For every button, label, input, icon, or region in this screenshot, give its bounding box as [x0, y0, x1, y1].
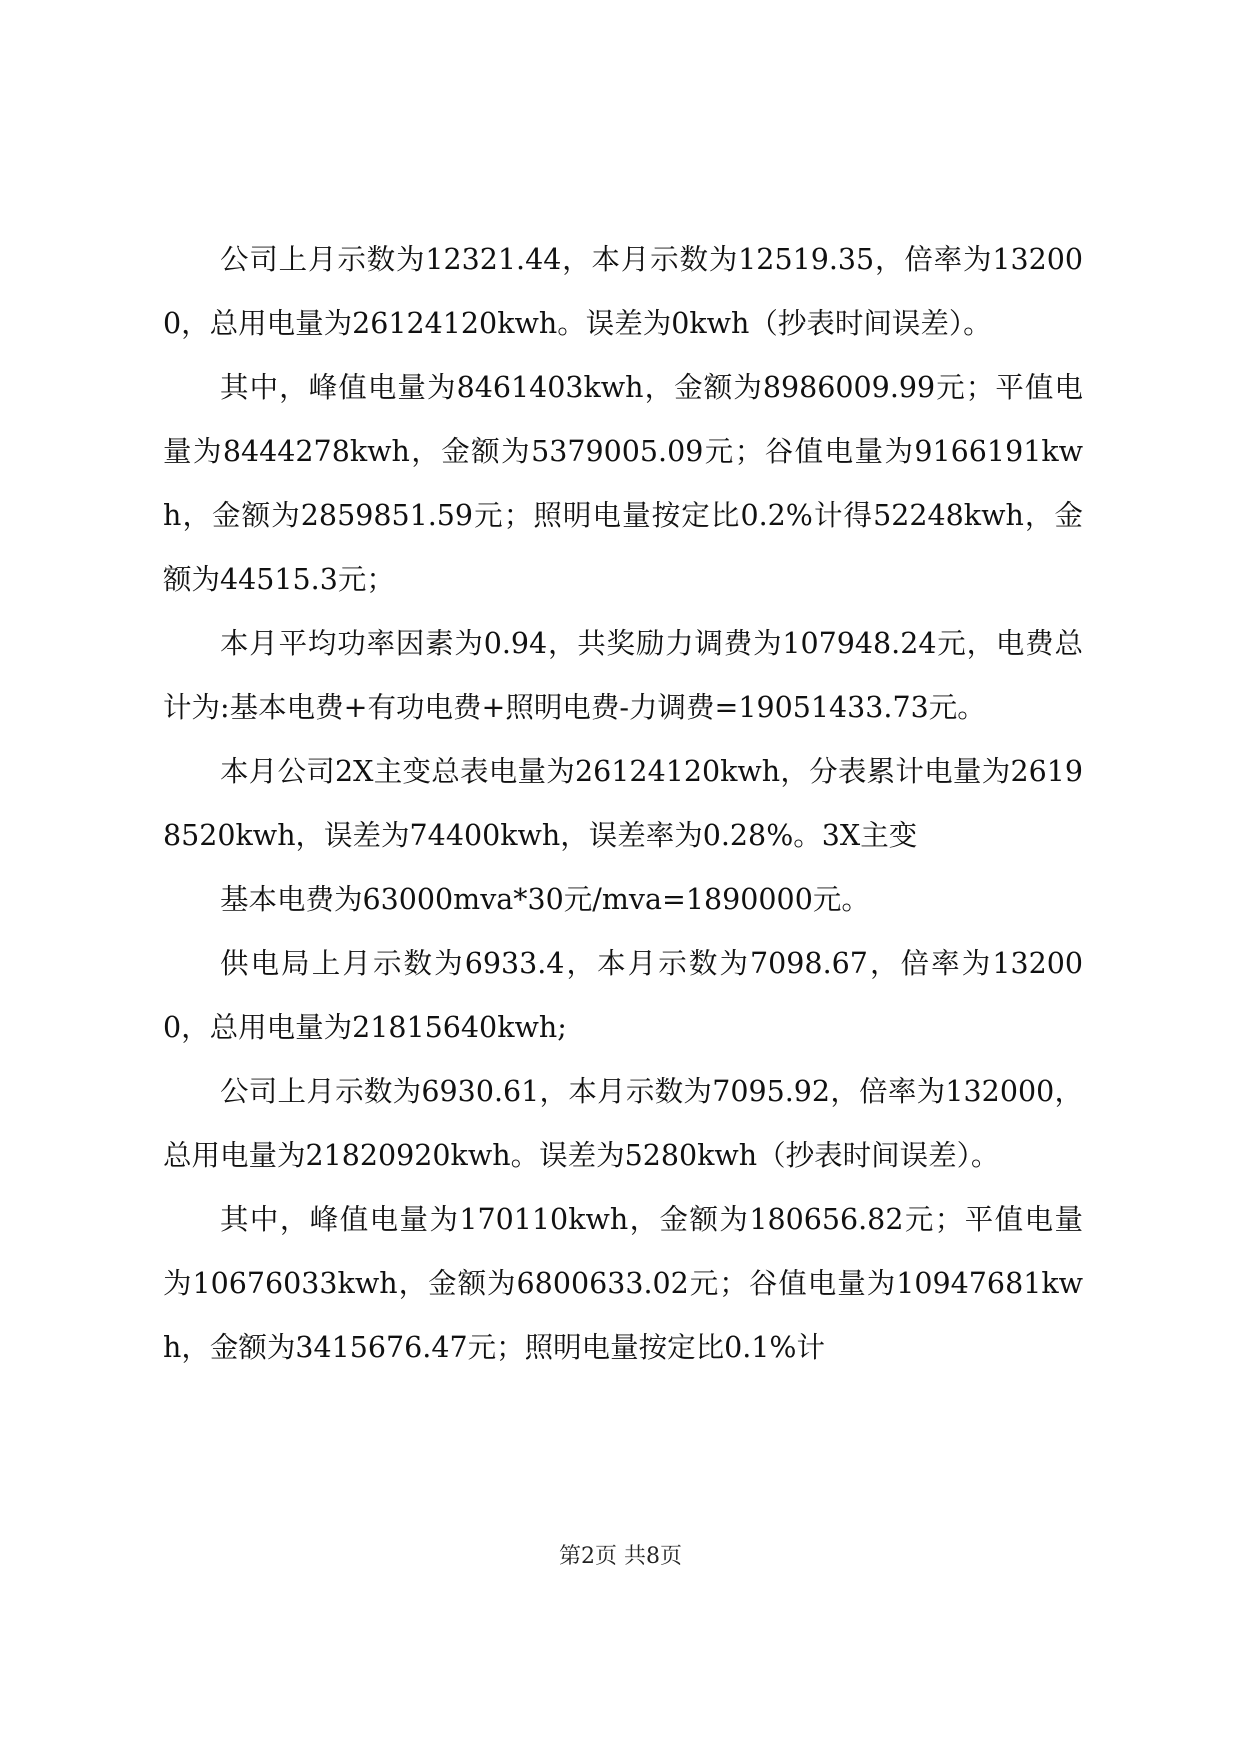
paragraph-peak-flat-valley-2x: 其中，峰值电量为8461403kwh，金额为8986009.99元；平值电量为8444278kwh，金额为5379005.09元；谷值电量为9166191kwh，金额为2859851.59元；照明电量按定比0.2%计得52248kwh，金额为44515.3元；: [163, 371, 1083, 596]
paragraph-basic-fee-3x: 基本电费为63000mva*30元/mva=1890000元。: [220, 883, 870, 916]
paragraph-company-reading-2x: 公司上月示数为12321.44，本月示数为12519.35，倍率为132000，总用电量为26124120kwh。误差为0kwh（抄表时间误差）。: [163, 243, 1083, 340]
page-number-footer: 第2页 共8页: [559, 1544, 682, 1569]
paragraph-company-reading-3x: 公司上月示数为6930.61，本月示数为7095.92，倍率为132000，总用电量为21820920kwh。误差为5280kwh（抄表时间误差）。: [163, 1075, 1083, 1172]
paragraph-utility-reading-3x: 供电局上月示数为6933.4，本月示数为7098.67，倍率为132000，总用电量为21815640kwh;: [163, 947, 1083, 1044]
paragraph-power-factor-total: 本月平均功率因素为0.94，共奖励力调费为107948.24元，电费总计为:基本电费+有功电费+照明电费-力调费=19051433.73元。: [163, 627, 1083, 724]
document-body: [163, 228, 1083, 1380]
paragraph-peak-flat-valley-3x: 其中，峰值电量为170110kwh，金额为180656.82元；平值电量为10676033kwh，金额为6800633.02元；谷值电量为10947681kwh，金额为3415676.47元；照明电量按定比0.1%计: [163, 1203, 1083, 1364]
paragraph-2x-meter-error: 本月公司2X主变总表电量为26124120kwh，分表累计电量为26198520kwh，误差为74400kwh，误差率为0.28%。3X主变: [163, 755, 1083, 852]
